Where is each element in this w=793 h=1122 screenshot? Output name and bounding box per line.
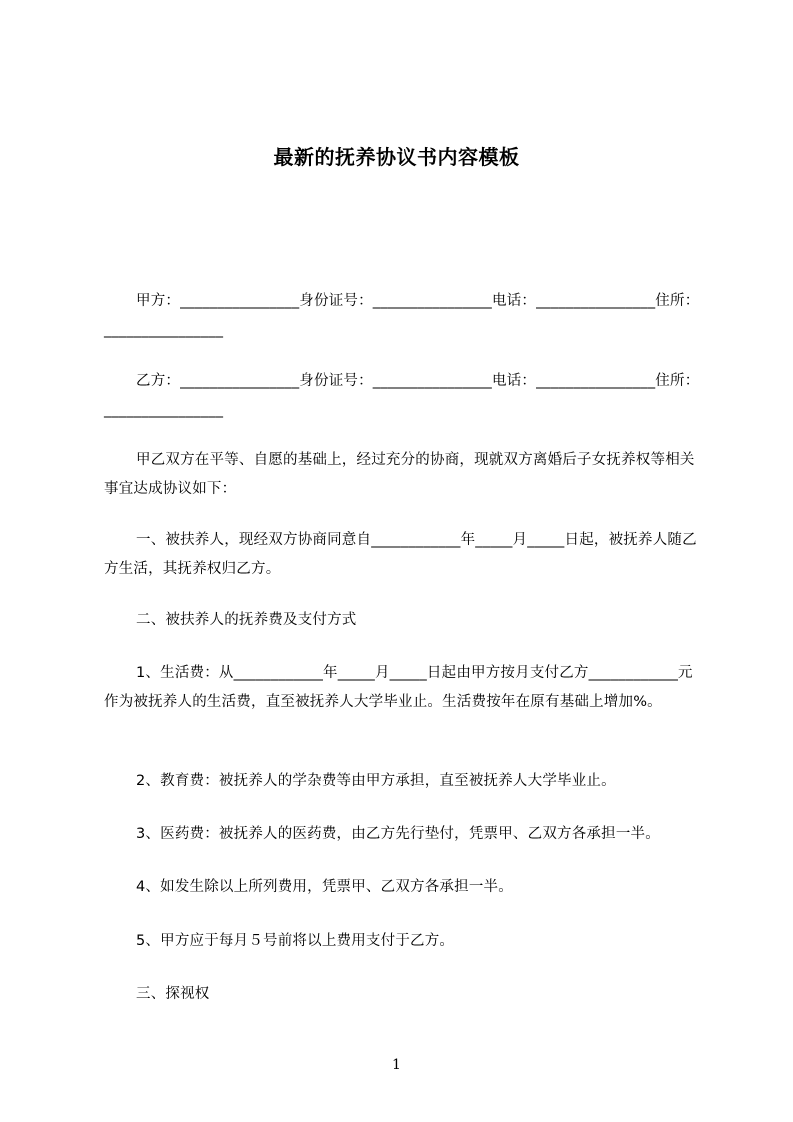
clause-custody: 一、被扶养人，现经双方协商同意自____________年_____月_____日起，被抚养人随乙方生活，其抚养权归乙方。 [104,532,697,577]
clause-medical-fee: 3、医药费：被抚养人的医药费，由乙方先行垫付，凭票甲、乙双方各承担一半。 [136,826,660,842]
clause-support-heading: 二、被扶养人的抚养费及支付方式 [136,612,357,628]
party-b-info: 乙方：________________身份证号：________________电话：________________住所：________________ [104,373,700,418]
clause-other-fees: 4、如发生除以上所列费用，凭票甲、乙双方各承担一半。 [136,879,513,895]
clause-payment-date: 5、甲方应于每月５号前将以上费用支付于乙方。 [136,933,455,949]
clause-education-fee: 2、教育费：被抚养人的学杂费等由甲方承担，直至被抚养人大学毕业止。 [136,773,616,789]
party-a-info: 甲方：________________身份证号：________________电话：________________住所：________________ [104,293,700,338]
clause-visitation-heading: 三、探视权 [136,986,210,1002]
agreement-preamble: 甲乙双方在平等、自愿的基础上，经过充分的协商，现就双方离婚后子女抚养权等相关事宜达成协议如下： [104,452,695,497]
document-title: 最新的抚养协议书内容模板 [273,145,520,169]
clause-living-expenses: 1、生活费：从____________年_____月_____日起由甲方按月支付乙方____________元作为被抚养人的生活费，直至被抚养人大学毕业止。生活费按年在原有基础上增加%。 [104,665,693,710]
page-number: 1 [392,1057,401,1073]
